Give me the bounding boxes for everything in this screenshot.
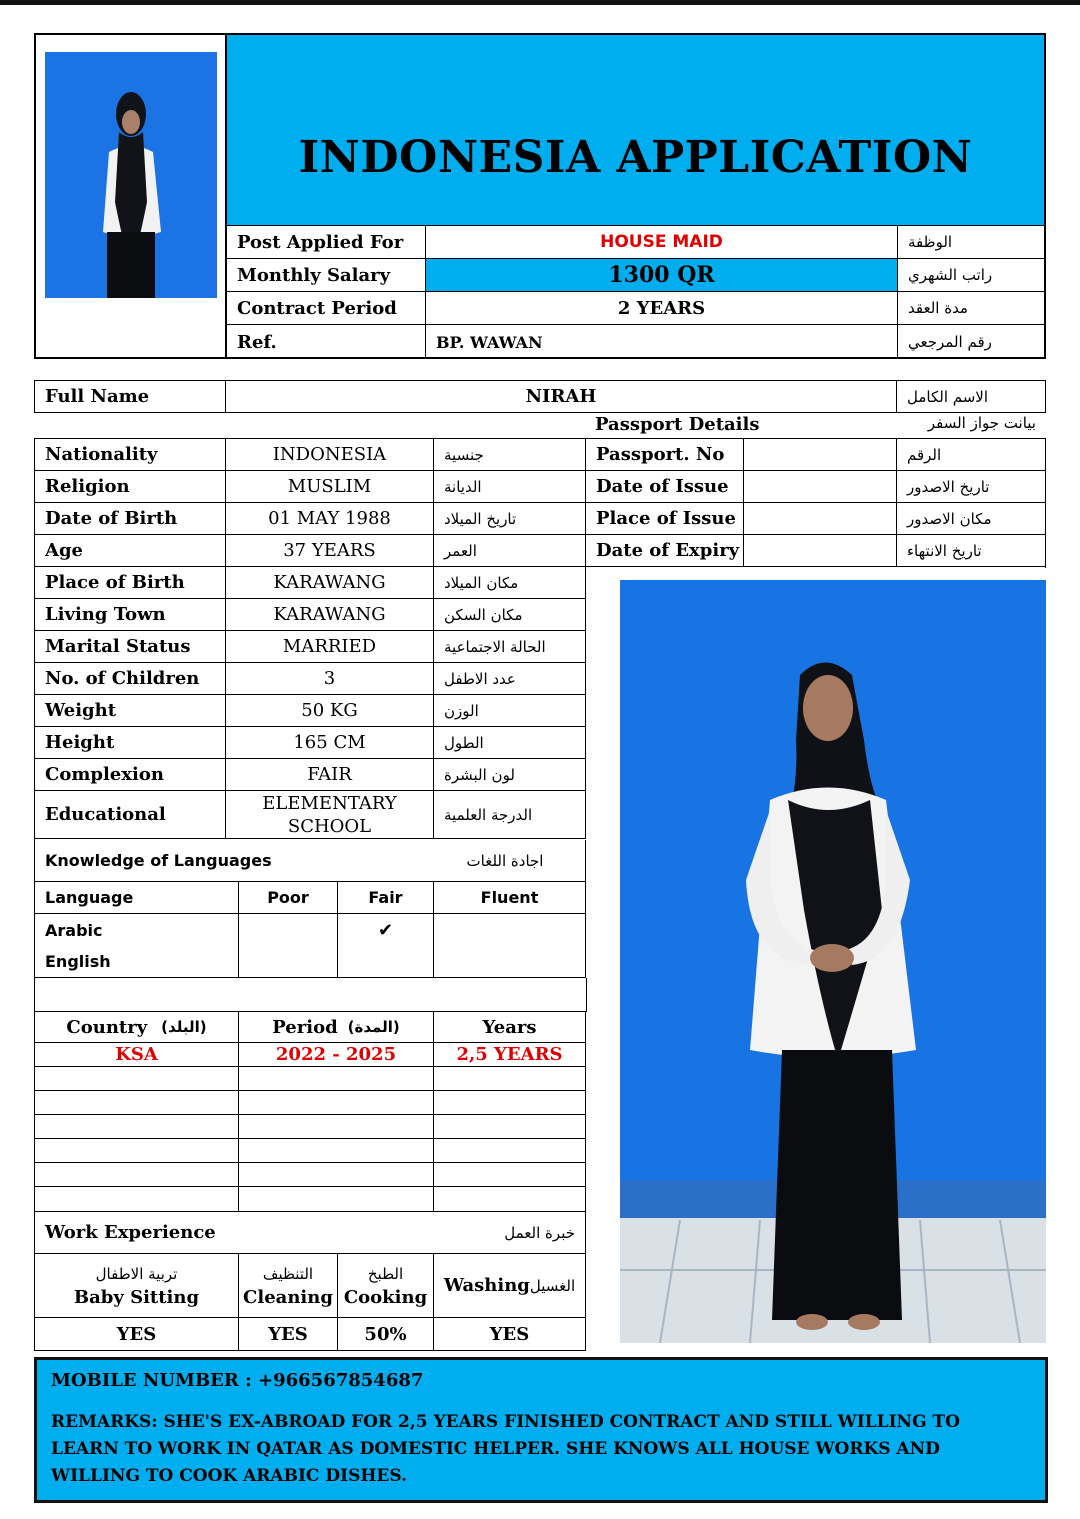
expiry-arabic: تاريخ الانتهاء [897,535,1045,567]
marital-arabic: الحالة الاجتماعية [434,631,586,663]
remarks: REMARKS: SHE'S EX-ABROAD FOR 2,5 YEARS FINISHED CONTRACT AND STILL WILLING TO LEARN TO WORK IN QATAR AS DOMESTIC HELPER. SHE KNOWS ALL HOUSE WORKS AND WILLING TO COOK ARABIC DISHES. [51,1412,960,1486]
lang-arabic-name: Arabic [35,914,239,946]
skill-cleaning-arabic: التنظيف [262,1264,314,1283]
exp-empty-row [35,1091,239,1115]
skill-washing-arabic: الغسيل [529,1276,576,1295]
complexion-label: Complexion [35,759,226,791]
title-banner [227,35,1044,226]
skill-baby-sitting-arabic: تربية الاطفال [95,1264,178,1283]
exp-empty-row [35,1067,239,1091]
photo-small-frame [36,35,227,357]
exp-empty-row [239,1163,434,1187]
height-value: 165 CM [226,727,434,759]
post-arabic: الوظفة [898,226,1046,259]
photo-small [45,52,217,298]
exp-col-country-arabic: (البلد) [161,1018,207,1036]
lang-col-language: Language [35,882,239,914]
skill-washing-value: YES [434,1318,586,1351]
page-title: INDONESIA APPLICATION [298,131,973,183]
skill-cooking-arabic: الطبخ [367,1264,404,1283]
passport-no-label: Passport. No [586,439,744,471]
complexion-arabic: لون البشرة [434,759,586,791]
personal-table [34,438,586,840]
skill-washing-label: Washing [443,1275,530,1296]
salary-value: 1300 QR [426,259,898,292]
education-arabic: الدرجة العلمية [434,791,586,839]
living-town-label: Living Town [35,599,226,631]
expiry-label: Date of Expiry [586,535,744,567]
exp-row-period: 2022 - 2025 [239,1043,434,1067]
lang-english-poor[interactable] [239,946,338,978]
lang-col-fluent: Fluent [434,882,586,914]
ref-arabic: رقم المرجعي [908,333,992,351]
exp-col-period-label: Period [272,1016,338,1038]
expiry-value [744,535,897,567]
height-arabic: الطول [434,727,586,759]
education-value: ELEMENTARY SCHOOL [226,791,434,839]
exp-empty-row [239,1091,434,1115]
age-label: Age [35,535,226,567]
dob-value: 01 MAY 1988 [226,503,434,535]
exp-col-period [239,1012,434,1043]
dob-arabic: تاريخ الميلاد [434,503,586,535]
pob-label: Place of Birth [35,567,226,599]
exp-empty-row [434,1163,586,1187]
passport-title-arabic: بيانت جواز السفر [927,414,1036,432]
top-rule [0,0,1080,5]
exp-empty-row [434,1091,586,1115]
nationality-arabic: جنسية [434,439,586,471]
weight-label: Weight [35,695,226,727]
experience-table [34,1012,586,1212]
issue-place-label: Place of Issue [586,503,744,535]
religion-value: MUSLIM [226,471,434,503]
exp-col-country-label: Country [66,1016,148,1038]
full-name-arabic: الاسم الكامل [907,387,989,406]
skill-washing [434,1254,586,1318]
living-town-arabic: مكان السكن [434,599,586,631]
header-block [34,33,1046,359]
salary-label: Monthly Salary [227,259,426,292]
full-name-row [34,380,1046,413]
languages-section [34,840,586,1012]
passport-title: Passport Details [595,414,760,435]
exp-empty-row [35,1163,239,1187]
full-name-label: Full Name [35,381,226,412]
lang-english-name: English [35,946,239,978]
salary-arabic: راتب الشهري [898,259,1046,292]
complexion-value: FAIR [226,759,434,791]
weight-value: 50 KG [226,695,434,727]
languages-title-arabic: اجادة اللغات [425,840,586,882]
post-label: Post Applied For [227,226,426,259]
religion-label: Religion [35,471,226,503]
skill-cleaning-label: Cleaning [243,1286,333,1308]
exp-col-period-arabic: (المدة) [347,1018,400,1036]
skill-baby-sitting [35,1254,239,1318]
mobile-number: MOBILE NUMBER : +966567854687 [51,1370,424,1391]
exp-row-years: 2,5 YEARS [434,1043,586,1067]
lang-english-fair[interactable] [338,946,434,978]
exp-empty-row [434,1067,586,1091]
issue-place-arabic: مكان الاصدور [897,503,1045,535]
footer-box [34,1357,1048,1503]
exp-col-country [35,1012,239,1043]
ref-value: BP. WAWAN [426,325,898,359]
children-label: No. of Children [35,663,226,695]
post-value: HOUSE MAID [426,226,898,259]
exp-empty-row [434,1139,586,1163]
issue-date-label: Date of Issue [586,471,744,503]
post-table [227,226,1046,359]
skill-baby-sitting-value: YES [35,1318,239,1351]
exp-col-years: Years [434,1012,586,1043]
age-arabic: العمر [434,535,586,567]
weight-arabic: الوزن [434,695,586,727]
pob-arabic: مكان الميلاد [434,567,586,599]
skill-cooking-value: 50% [338,1318,434,1351]
nationality-label: Nationality [35,439,226,471]
skill-baby-sitting-label: Baby Sitting [73,1286,200,1308]
issue-date-value [744,471,897,503]
work-title: Work Experience [35,1212,425,1254]
exp-empty-row [239,1139,434,1163]
lang-col-poor: Poor [239,882,338,914]
lang-arabic-fair[interactable]: ✔ [338,914,434,946]
skill-cleaning [239,1254,338,1318]
passport-no-arabic: الرقم [897,439,1045,471]
exp-empty-row [239,1067,434,1091]
age-value: 37 YEARS [226,535,434,567]
exp-empty-row [35,1115,239,1139]
issue-date-arabic: تاريخ الاصدور [897,471,1045,503]
exp-row-country: KSA [35,1043,239,1067]
skill-cooking-label: Cooking [343,1286,428,1308]
photo-large [620,580,1046,1343]
blank-row [35,978,587,1012]
contract-label: Contract Period [227,292,426,325]
exp-empty-row [239,1187,434,1212]
marital-label: Marital Status [35,631,226,663]
skill-cleaning-value: YES [239,1318,338,1351]
pob-value: KARAWANG [226,567,434,599]
ref-label: Ref. [227,325,426,359]
work-title-arabic: خبرة العمل [425,1212,586,1254]
lang-arabic-fluent[interactable] [434,914,586,946]
issue-place-value [744,503,897,535]
lang-arabic-poor[interactable] [239,914,338,946]
nationality-value: INDONESIA [226,439,434,471]
education-label: Educational [35,791,226,839]
skill-cooking [338,1254,434,1318]
full-name-value: NIRAH [226,381,897,412]
exp-empty-row [35,1139,239,1163]
exp-empty-row [35,1187,239,1212]
contract-value: 2 YEARS [426,292,898,325]
passport-table [586,438,1046,568]
exp-empty-row [434,1115,586,1139]
religion-arabic: الديانة [434,471,586,503]
dob-label: Date of Birth [35,503,226,535]
lang-english-fluent[interactable] [434,946,586,978]
languages-title: Knowledge of Languages [35,840,425,882]
person-large-figure [620,580,1046,1343]
marital-value: MARRIED [226,631,434,663]
passport-no-value [744,439,897,471]
exp-empty-row [239,1115,434,1139]
living-town-value: KARAWANG [226,599,434,631]
exp-empty-row [434,1187,586,1212]
children-arabic: عدد الاطفل [434,663,586,695]
children-value: 3 [226,663,434,695]
person-small-figure [45,52,217,298]
height-label: Height [35,727,226,759]
lang-col-fair: Fair [338,882,434,914]
work-section [34,1212,586,1351]
contract-arabic: مدة العقد [898,292,1046,325]
